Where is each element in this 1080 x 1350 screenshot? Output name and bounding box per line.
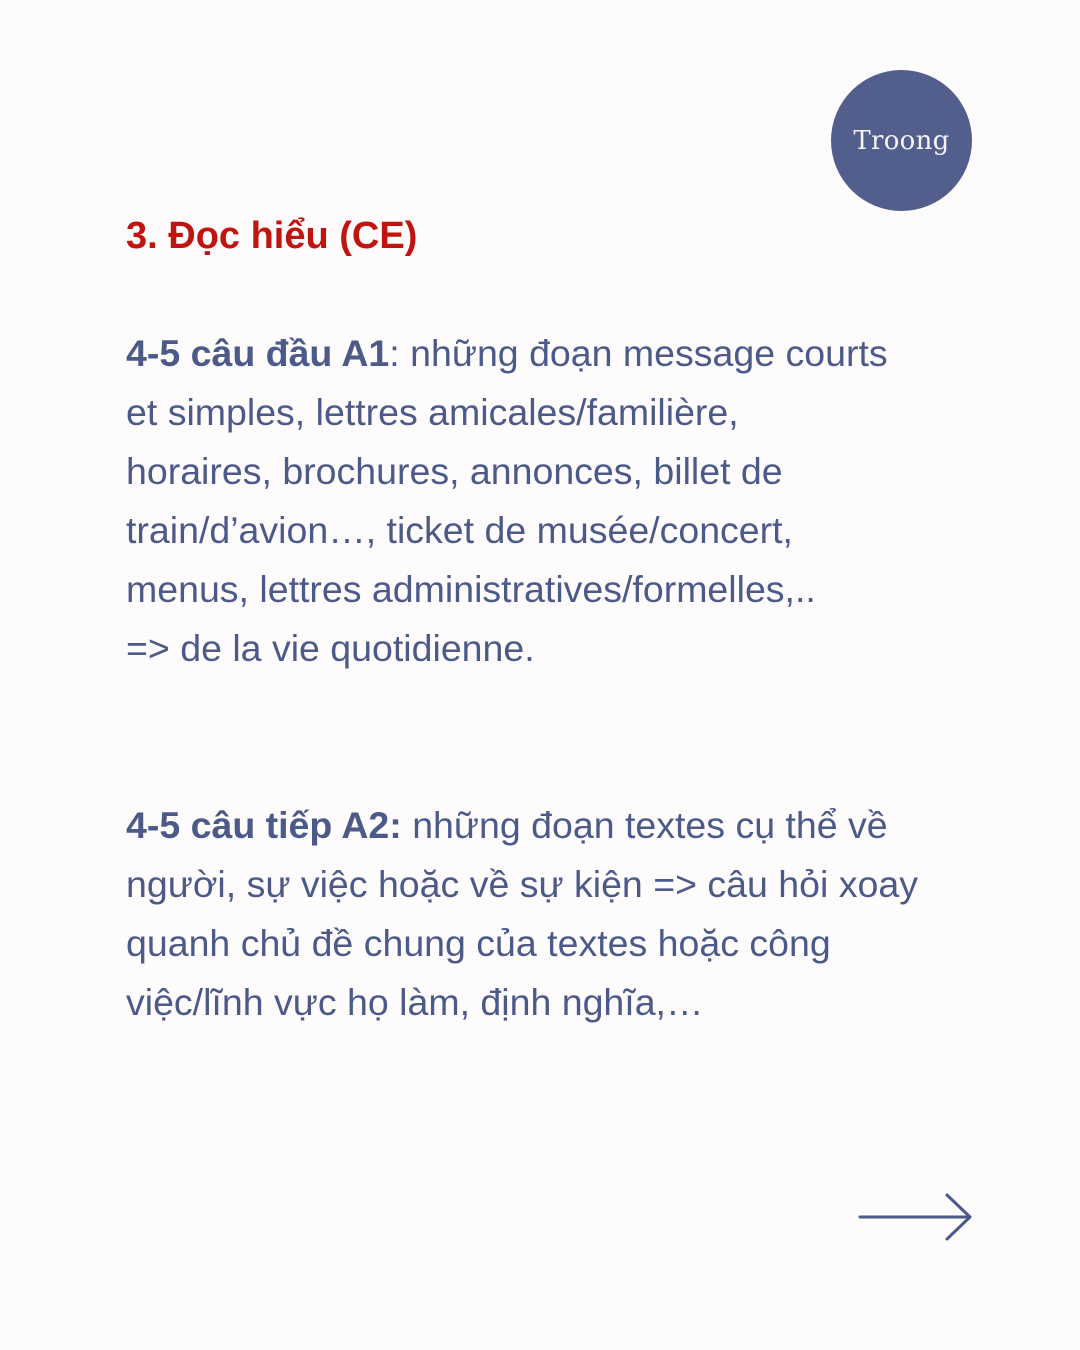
paragraph-a2-line-1	[126, 796, 1026, 855]
brand-label: Troong	[853, 125, 950, 156]
paragraph-a1-line-2: et simples, lettres amicales/familière,	[126, 391, 739, 433]
paragraph-a1	[126, 324, 1026, 678]
paragraph-a2-line-3: quanh chủ đề chung của textes hoặc công	[126, 922, 831, 964]
brand-badge	[831, 70, 972, 211]
paragraph-a1-line-3: horaires, brochures, annonces, billet de	[126, 450, 783, 492]
paragraph-a1-line-5: menus, lettres administratives/formelles,..	[126, 568, 816, 610]
paragraph-a1-lead: 4-5 câu đầu A1	[126, 332, 390, 374]
paragraph-a2-line-4: việc/lĩnh vực họ làm, định nghĩa,…	[126, 981, 704, 1023]
paragraph-a1-line-1-text: : những đoạn message courts	[389, 332, 888, 374]
paragraph-a2-line-2: người, sự việc hoặc về sự kiện => câu hỏi xoay	[126, 863, 918, 905]
arrow-right-icon[interactable]	[858, 1192, 974, 1242]
paragraph-a2-line-1-text: những đoạn textes cụ thể về	[401, 804, 888, 846]
paragraph-a1-line-4: train/d’avion…, ticket de musée/concert,	[126, 509, 793, 551]
section-heading: 3. Đọc hiểu (CE)	[126, 215, 418, 257]
paragraph-a1-line-6: => de la vie quotidienne.	[126, 627, 535, 669]
paragraph-a1-line-1	[126, 324, 1026, 383]
paragraph-a2	[126, 796, 1026, 1032]
paragraph-a2-lead: 4-5 câu tiếp A2:	[126, 804, 402, 846]
